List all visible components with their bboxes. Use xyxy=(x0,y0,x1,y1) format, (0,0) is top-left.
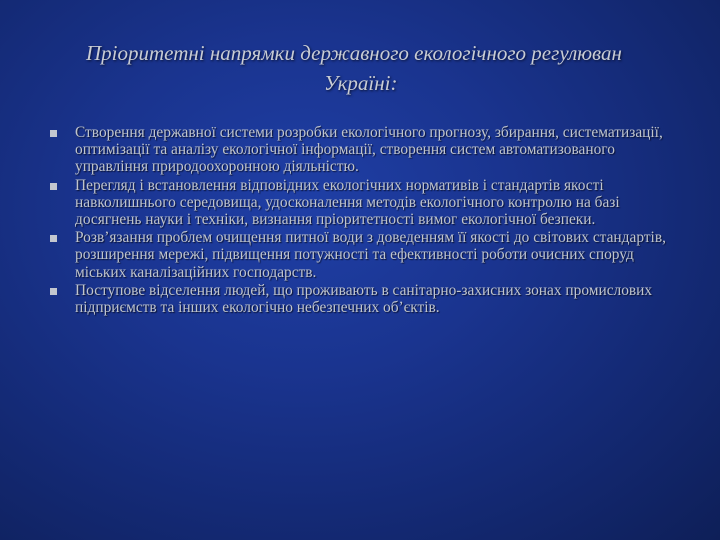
slide-content xyxy=(48,124,678,317)
bullet-list xyxy=(48,124,678,316)
bullet-text: Перегляд і встановлення відповідних екологічних нормативів і стандартів якості навколишнього середовища, удосконалення методів екологічного контролю на базі досягнень науки і техніки, визнання пріоритетності вимог екологічної безпеки. xyxy=(75,176,620,229)
square-bullet-icon xyxy=(50,183,57,190)
bullet-text: Розв’язання проблем очищення питної води з доведенням її якості до світових стандартів, розширення мережі, підвищення потужності та ефективності роботи очисних споруд міських каналізаційних господарств. xyxy=(75,229,666,281)
bullet-text: Створення державної системи розробки екологічного прогнозу, збирання, систематизації, оптимізації та аналізу екологічної інформації, створення систем автоматизованого управління природоохоронною діяльністю. xyxy=(75,124,663,176)
bullet-text: Поступове відселення людей, що проживають в санітарно-захисних зонах промислових підприємств та інших екологічно небезпечних об’єктів. xyxy=(75,281,653,317)
bullet-item xyxy=(48,229,678,281)
square-bullet-icon xyxy=(50,235,57,242)
title-line-2: Україні: xyxy=(324,71,398,95)
bullet-item xyxy=(48,124,678,176)
bullet-item xyxy=(48,177,678,229)
slide-title xyxy=(0,40,720,100)
square-bullet-icon xyxy=(50,130,57,137)
bullet-item xyxy=(48,282,678,316)
title-line-1: Пріоритетні напрямки державного екологічного регулюван xyxy=(86,41,622,65)
square-bullet-icon xyxy=(50,288,57,295)
